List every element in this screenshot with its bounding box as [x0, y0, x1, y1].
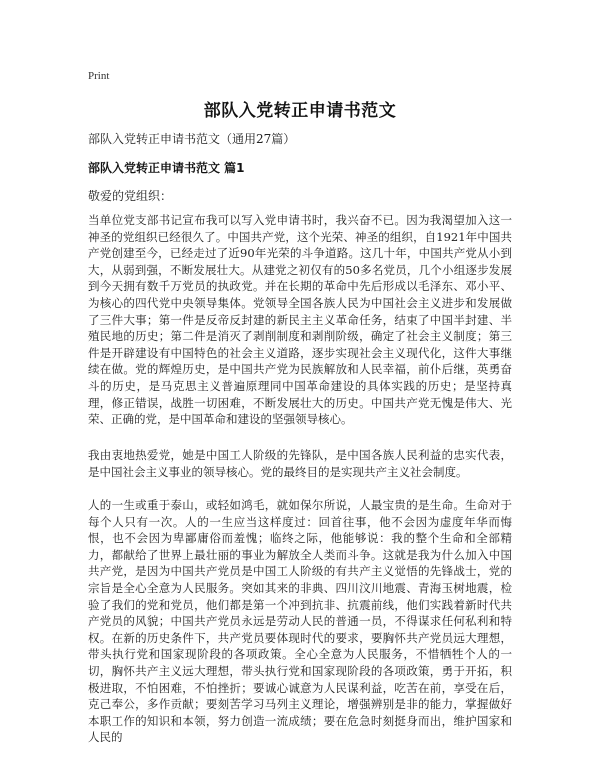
document-subtitle: 部队入党转正申请书范文（通用27篇）	[88, 132, 296, 146]
print-label[interactable]: Print	[88, 70, 110, 82]
body-paragraph-3: 人的一生或重于泰山，或轻如鸿毛，就如保尔所说，人最宝贵的是生命。生命对于每个人只有一次。人的一生应当这样度过：回首往事，他不会因为虚度年华而悔恨，也不会因为卑鄙庸俗而羞愧；临终之际，他能够说：我的整个生命和全部精力，都献给了世界上最壮丽的事业为解放全人类而斗争。这就是我为什么加入中国共产党，是因为中国共产党员是中国工人阶级的有共产主义觉悟的先锋战士，党的宗旨是全心全意为人民服务。突如其来的非典、四川汶川地震、青海玉树地震，检验了我们的党和党员，他们都是第一个冲到抗非、抗震前线，他们实践着新时代共产党员的风貌；中国共产党员永远是劳动人民的普通一员，不得谋求任何私利和特权。在新的历史条件下，共产党员要体现时代的要求，要胸怀共产党员远大理想，带头执行党和国家现阶段的各项政策。全心全意为人民服务，不惜牺牲个人的一切，胸怀共产主义远大理想，带头执行党和国家现阶段的各项政策，勇于开拓，积极进取，不怕困难，不怕挫折；要诚心诚意为人民谋利益，吃苦在前，享受在后，克己奉公，多作贡献；要刻苦学习马列主义理论，增强辨别是非的能力，掌握做好本职工作的知识和本领，努力创造一流成绩；要在危急时刻挺身而出，维护国家和人民的	[88, 498, 512, 745]
salutation: 敬爱的党组织：	[88, 189, 173, 203]
body-paragraph-2: 我由衷地热爱党，她是中国工人阶级的先锋队，是中国各族人民利益的忠实代表，是中国社会主义事业的领导核心。党的最终目的是实现共产主义社会制度。	[88, 448, 512, 479]
section-heading: 部队入党转正申请书范文 篇1	[88, 161, 245, 175]
document-title: 部队入党转正申请书范文	[203, 101, 397, 121]
body-paragraph-1: 当单位党支部书记宣布我可以写入党申请书时，我兴奋不已。因为我渴望加入这一神圣的党组织已经很久了。中国共产党，这个光荣、神圣的组织，自1921年中国共产党创建至今，已经走过了近90年光荣的斗争道路。这几十年，中国共产党从小到大，从弱到强，不断发展壮大。从建党之初仅有的50多名党员，几个小组逐步发展到今天拥有数千万党员的执政党。并在长期的革命中先后形成以毛泽东、邓小平、为核心的四代党中央领导集体。党领导全国各族人民为中国社会主义进步和发展做了三件大事；第一件是反帝反封建的新民主主义革命任务，结束了中国半封建、半殖民地的历史；第二件是消灭了剥削制度和剥削阶级，确定了社会主义制度；第三件是开辟建设有中国特色的社会主义道路，逐步实现社会主义现代化，这件大事继续在做。党的辉煌历史，是中国共产党为民族解放和人民幸福，前仆后继，英勇奋斗的历史，是马克思主义普遍原理同中国革命建设的具体实践的历史；是坚持真理，修正错误，战胜一切困难，不断发展壮大的历史。中国共产党无愧是伟大、光荣、正确的党，是中国革命和建设的坚强领导核心。	[88, 213, 512, 427]
